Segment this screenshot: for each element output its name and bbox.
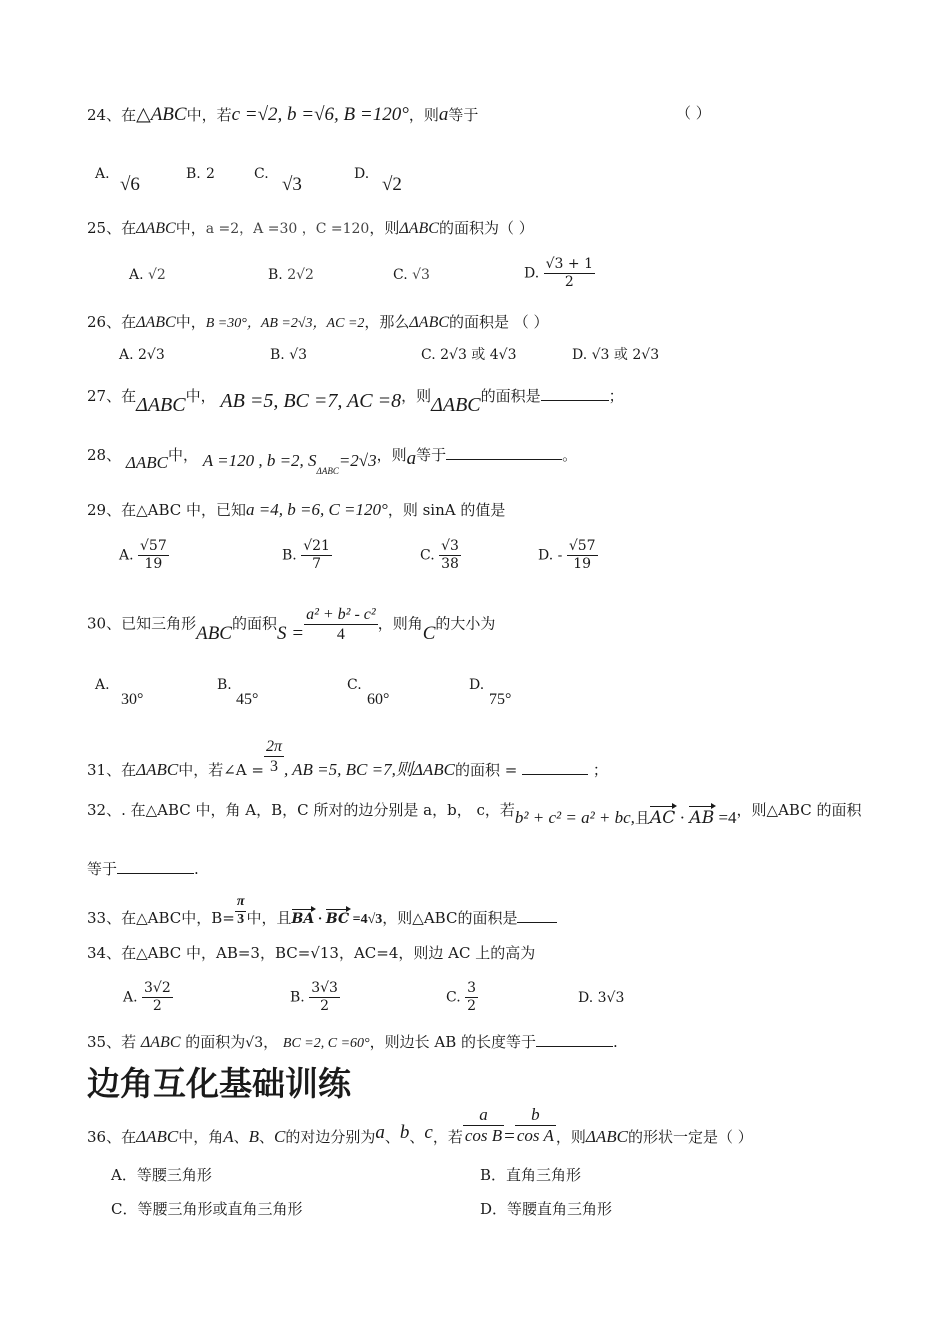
q34-option-b-den: 2: [320, 997, 330, 1014]
q36-option-a-label: A．: [111, 1166, 137, 1184]
q30-option-b: 45°: [236, 691, 259, 708]
q36-option-a-value: 等腰三角形: [136, 1166, 212, 1184]
q30-option-c: 60°: [367, 691, 390, 708]
q30-option-a: 30°: [121, 691, 144, 708]
q24-number: 24、在: [87, 106, 137, 124]
q29-option-d-frac: [567, 538, 598, 573]
q25-option-b-label: B.: [268, 267, 283, 283]
q28-triangle: ΔABC: [125, 453, 168, 472]
q36-option-d-value: 等腰直角三角形: [507, 1200, 613, 1218]
q26-option-c-value: 2√3 或 4√3: [440, 347, 517, 363]
q34-option-d-label: D.: [578, 990, 594, 1006]
q33-vector-bc: BC: [325, 911, 350, 928]
q30-option-a-label: A.: [95, 677, 110, 693]
q29-option-a: [119, 538, 169, 573]
q29-condition: a =4, b =6, C =120°: [246, 500, 388, 519]
q36-option-c-value: 等腰三角形或直角三角形: [137, 1200, 303, 1218]
q24-text2: ，则: [408, 106, 439, 124]
q25-text2: ，则: [369, 219, 400, 237]
q29-option-b-den: 7: [312, 555, 322, 572]
q29-number: 29、在△ABC 中，已知: [87, 501, 247, 519]
q26-option-a-label: A.: [119, 347, 134, 363]
q30-lhs: S =: [277, 622, 305, 644]
q28-condition: A =120 , b =2, S: [202, 451, 317, 470]
q27-stem: [87, 383, 624, 416]
q36-angle-a: A: [223, 1126, 234, 1146]
q29-ask: ，则 sinA 的值是: [387, 501, 506, 519]
q26-text2: ，那么: [364, 313, 410, 331]
q27-ask: 的面积是: [480, 387, 541, 405]
q29-option-b-frac: [301, 538, 332, 573]
q26-option-b-label: B.: [270, 347, 285, 363]
q25-option-a-label: A.: [129, 267, 144, 283]
q29-option-b-num: √21: [303, 538, 330, 554]
q33-stem: [87, 894, 557, 929]
q28-condition2: =2√3: [338, 451, 377, 470]
q36-number: 36、在: [87, 1127, 137, 1146]
q34-option-c-label: C.: [446, 989, 461, 1006]
q33-dot: ·: [314, 912, 326, 928]
q36-option-b-value: 直角三角形: [506, 1166, 582, 1184]
q30-option-d-label: D.: [469, 677, 485, 693]
q34-option-a: [123, 980, 173, 1015]
q27-answer-blank[interactable]: [541, 400, 609, 401]
q26-triangle: ΔABC: [136, 314, 176, 331]
q36-option-d: [480, 1200, 612, 1218]
q30-triangle: ABC: [196, 622, 232, 644]
q30-var: C: [422, 622, 436, 644]
q36-text3: ，若: [432, 1127, 463, 1146]
q35-number: 35、若: [87, 1033, 137, 1051]
q36-frac-left-den: cos B: [464, 1126, 503, 1146]
q32-end: .: [194, 860, 199, 878]
q29-stem: [87, 500, 505, 520]
q30-text2: ，则角: [377, 614, 423, 633]
q36-angle-b: B: [248, 1126, 259, 1146]
q25-text: 中，: [175, 219, 206, 237]
q27-triangle: ΔABC: [136, 394, 186, 416]
q30-num: a² + b² - c²: [304, 605, 378, 625]
q24-option-a-label: A.: [95, 166, 110, 182]
q32-dot: ·: [675, 808, 690, 827]
q29-option-a-den: 19: [144, 555, 163, 572]
q31-answer-blank[interactable]: [522, 774, 588, 775]
q24-triangle: △ABC: [136, 104, 187, 125]
q26-option-a: [119, 347, 165, 364]
q30-ask: 的大小为: [435, 614, 496, 633]
q31-ask: 的面积 =: [454, 760, 518, 779]
q32-stem: [87, 800, 862, 828]
q31-end: ；: [592, 760, 608, 779]
q31-condition: , AB =5, BC =7,则: [283, 759, 413, 779]
section-title: 边角互化基础训练: [87, 1064, 351, 1103]
q25-condition: a =2，A =30 ，C =120: [205, 221, 370, 237]
q26-number: 26、在: [87, 313, 137, 331]
q28-ask: 等于: [416, 446, 447, 464]
q24-option-a: √6: [120, 174, 140, 195]
q24-option-d: √2: [382, 174, 402, 195]
q31-triangle: ΔABC: [136, 759, 179, 779]
q31-number: 31、在: [87, 760, 137, 779]
q33-frac: [235, 894, 247, 929]
q35-sep: ，: [263, 1033, 279, 1051]
q25-number: 25、在: [87, 219, 137, 237]
q34-option-d-value: 3√3: [597, 990, 625, 1006]
q36-option-a: [111, 1166, 212, 1184]
q24-paren: （ ）: [676, 104, 711, 122]
q24-option-d-label: D.: [354, 166, 370, 182]
q34-option-a-frac: [142, 980, 173, 1015]
q35-stem: [87, 1033, 618, 1053]
q28-end: 。: [562, 446, 578, 464]
q29-option-a-num: √57: [140, 538, 167, 554]
q26-text: 中，: [175, 313, 206, 331]
q35-triangle: ΔABC: [140, 1034, 181, 1051]
q25-option-d-frac: [544, 256, 595, 291]
q29-option-b-label: B.: [282, 547, 297, 564]
q29-option-c-den: 38: [441, 555, 459, 572]
q25-triangle: ΔABC: [136, 220, 176, 237]
q25-option-b: [268, 267, 314, 284]
q33-eq: =4√3: [349, 912, 383, 928]
q30-text: 的面积: [231, 614, 277, 633]
q25-option-a-value: √2: [148, 267, 166, 283]
q30-number: 30、已知三角形: [87, 614, 197, 633]
q36-frac-right: [515, 1105, 556, 1147]
q30-den: 4: [336, 626, 345, 644]
q36-frac-left-num: a: [463, 1105, 504, 1126]
q36-side-b: b: [399, 1121, 410, 1143]
q30-option-b-label: B.: [217, 677, 232, 693]
q36-sep4: 、: [409, 1127, 425, 1146]
q34-option-b-frac: [309, 980, 340, 1015]
q28-text: 中，: [167, 446, 198, 464]
q26-option-c-label: C.: [421, 347, 436, 363]
q35-ask: ，则边长 AB 的长度等于: [369, 1033, 537, 1051]
q34-option-d: [578, 990, 624, 1007]
q29-option-d: [538, 538, 598, 573]
q29-option-d-num: √57: [568, 538, 596, 554]
q26-option-d-label: D.: [572, 347, 588, 363]
q26-option-d: [572, 347, 659, 364]
q28-var: a: [406, 448, 417, 469]
q35-answer-blank[interactable]: [536, 1046, 613, 1047]
q36-stem: [87, 1105, 753, 1147]
q29-option-c: [420, 538, 461, 573]
q25-option-c-value: √3: [412, 267, 430, 283]
q27-text: 中，: [185, 387, 216, 405]
q25-option-d-label: D.: [524, 265, 540, 282]
q34-option-b-label: B.: [290, 989, 305, 1006]
q32-answer-blank[interactable]: [117, 873, 194, 874]
q33-number: 33、在△ABC中，B=: [87, 909, 235, 928]
q36-triangle: ΔABC: [136, 1126, 179, 1146]
q32-eq: =4: [714, 808, 737, 827]
q29-option-a-label: A.: [119, 547, 134, 564]
q27-triangle2: ΔABC: [431, 394, 481, 416]
q30-stem: [87, 605, 495, 644]
q30-option-c-label: C.: [347, 677, 362, 693]
q28-text2: ，则: [376, 446, 407, 464]
q36-frac-left: [463, 1105, 504, 1147]
q36-text: 中，角: [178, 1127, 224, 1146]
q28-answer-blank[interactable]: [446, 459, 562, 460]
q27-end: ；: [608, 387, 624, 405]
q24-text: 中，若: [186, 106, 232, 124]
q27-condition: AB =5, BC =7, AC =8: [220, 390, 402, 412]
q34-option-c-den: 2: [467, 997, 477, 1014]
q34-option-c-num: 3: [467, 980, 477, 996]
q32-ask: ，则△ABC 的面积: [736, 801, 862, 819]
q31-text: 中，若∠A =: [178, 760, 264, 779]
q27-text2: ，则: [401, 387, 432, 405]
q36-text4: ，则: [555, 1127, 586, 1146]
q36-ask: 的形状一定是（ ）: [627, 1127, 753, 1146]
q36-text2: 的对边分别为: [285, 1127, 376, 1146]
q26-option-b: [270, 347, 307, 364]
q33-text: 中，且: [246, 909, 292, 928]
q36-side-c: c: [424, 1121, 433, 1143]
q36-option-c: [111, 1200, 303, 1218]
q34-option-a-label: A.: [123, 989, 138, 1006]
q35-area-value: √3: [245, 1035, 264, 1051]
q25-ask: 的面积为（ ）: [438, 219, 534, 237]
q29-option-d-label: D. -: [538, 547, 563, 564]
q36-option-d-label: D．: [480, 1200, 508, 1218]
q35-end: .: [613, 1033, 618, 1051]
q26-condition: B =30°，AB =2√3，AC =2: [205, 316, 365, 331]
q34-option-c: [446, 980, 478, 1015]
q32-condition: b² + c² = a² + bc,: [514, 808, 635, 827]
q28-stem: [87, 444, 578, 476]
q36-sep1: 、: [233, 1127, 249, 1146]
q30-option-d: 75°: [489, 691, 512, 708]
q36-option-b-label: B．: [480, 1166, 507, 1184]
q25-triangle2: ΔABC: [399, 220, 439, 237]
q34-option-a-den: 2: [152, 997, 162, 1014]
q34-option-b: [290, 980, 340, 1015]
q35-condition: BC =2, C =60°: [282, 1036, 370, 1051]
q32-line2: [87, 860, 199, 878]
q25-option-d-num: √3 + 1: [545, 256, 594, 272]
q32-and: 且: [634, 809, 650, 827]
q29-option-c-label: C.: [420, 547, 435, 564]
q24-option-b-label: B.: [186, 166, 201, 182]
q36-frac-right-den: cos A: [516, 1126, 554, 1146]
q26-option-d-value: √3 或 2√3: [591, 347, 660, 363]
q25-option-d-den: 2: [564, 273, 574, 290]
q31-den: 3: [269, 758, 278, 776]
q31-triangle2: ΔABC: [412, 759, 455, 779]
q26-triangle2: ΔABC: [409, 314, 450, 331]
q27-number: 27、在: [87, 387, 137, 405]
q33-answer-blank[interactable]: [517, 922, 557, 923]
q33-den: 3: [237, 911, 245, 927]
q29-option-a-frac: [138, 538, 169, 573]
q24-ask: 等于: [448, 106, 479, 124]
q25-option-c-label: C.: [393, 267, 408, 283]
q30-frac: [304, 605, 378, 644]
q32-number: 32、. 在△ABC 中，角 A，B，C 所对的边分别是 a，b， c，若: [87, 801, 515, 819]
q24-option-c: √3: [282, 174, 302, 195]
q26-ask: 的面积是 （ ）: [449, 313, 549, 331]
q26-option-b-value: √3: [289, 347, 308, 363]
q36-eq: =: [504, 1125, 515, 1147]
q32-line2-text: 等于: [87, 860, 118, 878]
q25-option-d: [524, 256, 595, 291]
q26-option-c: [421, 347, 517, 364]
q24-var: a: [438, 104, 449, 125]
q35-text: 的面积为: [185, 1033, 246, 1051]
q25-option-b-value: 2√2: [287, 267, 314, 283]
q25-option-c: [393, 267, 430, 284]
q29-option-c-num: √3: [441, 538, 459, 554]
q24-option-b: 2: [206, 166, 215, 182]
q28-number: 28、: [87, 446, 122, 464]
q29-option-b: [282, 538, 332, 573]
q24-stem: [87, 104, 478, 127]
q36-angle-c: C: [274, 1126, 286, 1146]
q32-vector-ab: AB: [689, 808, 715, 828]
q25-stem: [87, 219, 534, 238]
q29-option-d-den: 19: [573, 555, 592, 572]
q28-subscript: ΔABC: [316, 466, 339, 476]
q34-option-c-frac: [465, 980, 478, 1015]
q33-num: π: [235, 894, 247, 912]
q24-condition: c =√2, b =√6, B =120°: [231, 104, 409, 125]
q33-ask: ，则△ABC的面积是: [382, 909, 518, 928]
q31-frac: [264, 737, 284, 776]
q26-stem: [87, 313, 549, 333]
q26-option-a-value: 2√3: [138, 347, 165, 363]
q32-vector-ac: AC: [649, 808, 676, 828]
q36-option-c-label: C．: [111, 1200, 138, 1218]
q31-num: 2π: [264, 737, 284, 757]
q34-stem: 34、在△ABC 中，AB=3，BC=√13，AC=4，则边 AC 上的高为: [87, 944, 536, 962]
q36-sep2: 、: [259, 1127, 275, 1146]
q34-option-a-num: 3√2: [144, 980, 171, 996]
q36-frac-right-num: b: [515, 1105, 556, 1126]
q29-option-c-frac: [439, 538, 461, 573]
q33-vector-ba: BA: [291, 911, 315, 928]
q36-option-b: [480, 1166, 581, 1184]
q36-side-a: a: [375, 1121, 385, 1143]
q24-option-c-label: C.: [254, 166, 269, 182]
q34-option-b-num: 3√3: [311, 980, 338, 996]
q36-sep3: 、: [384, 1127, 400, 1146]
q36-triangle2: ΔABC: [585, 1126, 628, 1146]
q25-option-a: [129, 267, 166, 284]
q31-stem: [87, 737, 608, 779]
